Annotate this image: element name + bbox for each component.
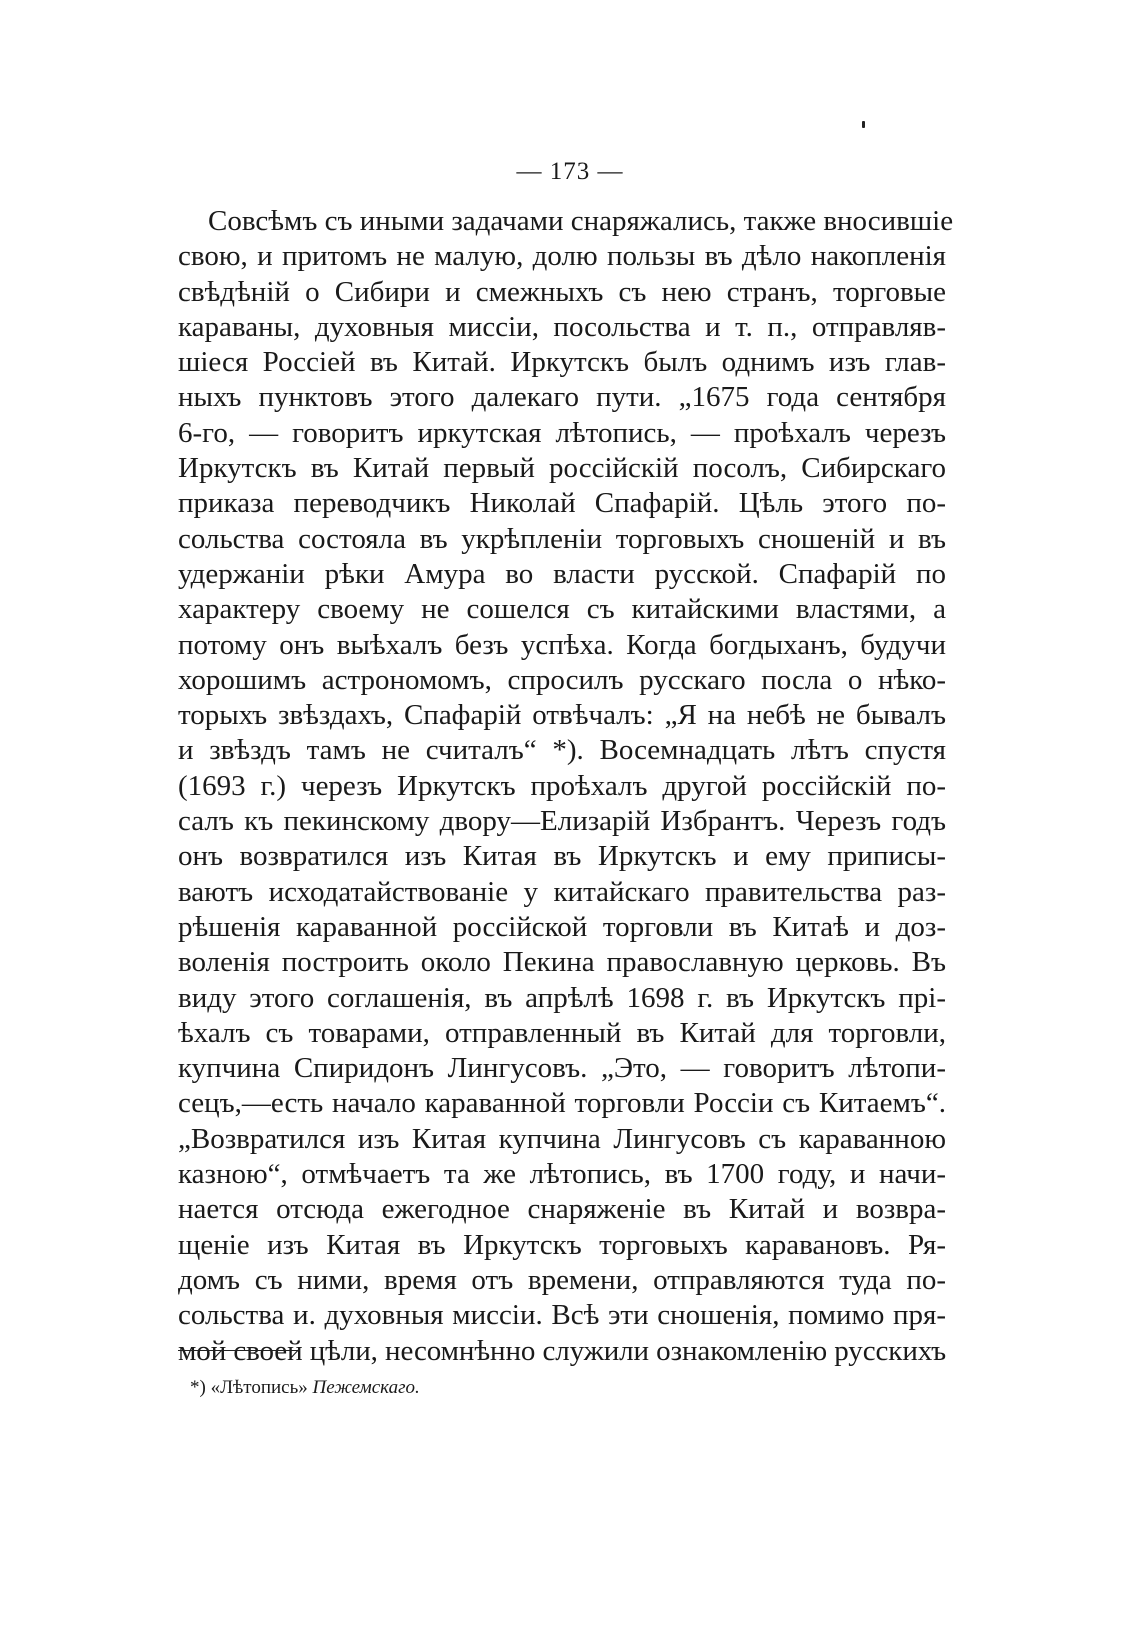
text-line: нается отсюда ежегодное снаряженіе въ Китай и возвра- [178,1193,946,1226]
text-line: свою, и притомъ не малую, долю пользы въ дѣло накопленія [178,240,946,273]
print-speck [862,121,865,128]
text-line: потому онъ выѣхалъ безъ успѣха. Когда богдыханъ, будучи [178,628,946,661]
text-line: ныхъ пунктовъ этого далекаго пути. „1675 года сентября [178,381,946,414]
text-line: ваютъ исходатайствованіе у китайскаго правительства раз- [178,875,946,908]
text-line: щеніе изъ Китая въ Иркутскъ торговыхъ каравановъ. Ря- [178,1228,946,1261]
text-line: „Возвратился изъ Китая купчина Лингусовъ съ караванною [178,1122,946,1155]
text-line: Совсѣмъ съ иными задачами снаряжались, также вносившіе [208,205,954,237]
text-line: виду этого соглашенія, въ апрѣлѣ 1698 г. въ Иркутскъ прі- [178,981,946,1014]
footnote-title: «Лѣтопись» [210,1377,308,1398]
text-line: рѣшенія караванной россійской торговли въ Китаѣ и доз- [178,910,946,943]
text-line: ѣхалъ съ товарами, отправленный въ Китай для торговли, [178,1016,946,1049]
footnote-marker: *) [190,1377,206,1398]
text-line: приказа переводчикъ Николай Спафарій. Цѣль этого по- [178,487,946,520]
text-line: свѣдѣній о Сибири и смежныхъ съ нею странъ, торговые [178,275,946,308]
footnote-rule [178,1350,300,1351]
footnote [190,1376,420,1400]
text-line: купчина Спиридонъ Лингусовъ. „Это, — говоритъ лѣтопи- [178,1052,946,1085]
page-number: — 173 — [516,158,624,185]
text-line: удержаніи рѣки Амура во власти русской. Спафарій по [178,557,946,590]
text-line: 6-го, — говоритъ иркутская лѣтопись, — проѣхалъ черезъ [178,416,946,449]
text-line: и звѣздъ тамъ не считалъ“ *). Восемнадцать лѣтъ спустя [178,734,946,767]
text-line: (1693 г.) черезъ Иркутскъ проѣхалъ другой россійскій по- [178,769,946,802]
text-line: хорошимъ астрономомъ, спросилъ русскаго посла о нѣко- [178,663,946,696]
footnote-author: Пежемскаго. [312,1377,420,1398]
text-line: торыхъ звѣздахъ, Спафарій отвѣчалъ: „Я на небѣ не бывалъ [178,699,946,732]
body-text [178,204,954,1369]
text-line: характеру своему не сошелся съ китайскими властями, а [178,593,946,626]
text-line: салъ къ пекинскому двору—Елизарій Избрантъ. Черезъ годъ [178,805,946,838]
text-line: караваны, духовныя миссіи, посольства и т. п., отправляв- [178,310,946,343]
text-line: сольства и. духовныя миссіи. Всѣ эти сношенія, помимо пря- [178,1299,946,1332]
text-line: шіеся Россіей въ Китай. Иркутскъ былъ однимъ изъ глав- [178,346,946,379]
text-line: сольства состояла въ укрѣпленіи торговыхъ сношеній и въ [178,522,946,555]
text-line: онъ возвратился изъ Китая въ Иркутскъ и ему приписы- [178,840,946,873]
text-line: домъ съ ними, время отъ времени, отправляются туда по- [178,1263,946,1296]
text-line: казною“, отмѣчаетъ та же лѣтопись, въ 1700 году, и начи- [178,1158,946,1191]
text-line: мой своей цѣли, несомнѣнно служили ознакомленію русскихъ [178,1334,946,1367]
text-line: сецъ,—есть начало караванной торговли Россіи съ Китаемъ“. [178,1087,946,1120]
text-line: Иркутскъ въ Китай первый россійскій посолъ, Сибирскаго [178,452,946,485]
text-line: воленія построить около Пекина православную церковь. Въ [178,946,946,979]
